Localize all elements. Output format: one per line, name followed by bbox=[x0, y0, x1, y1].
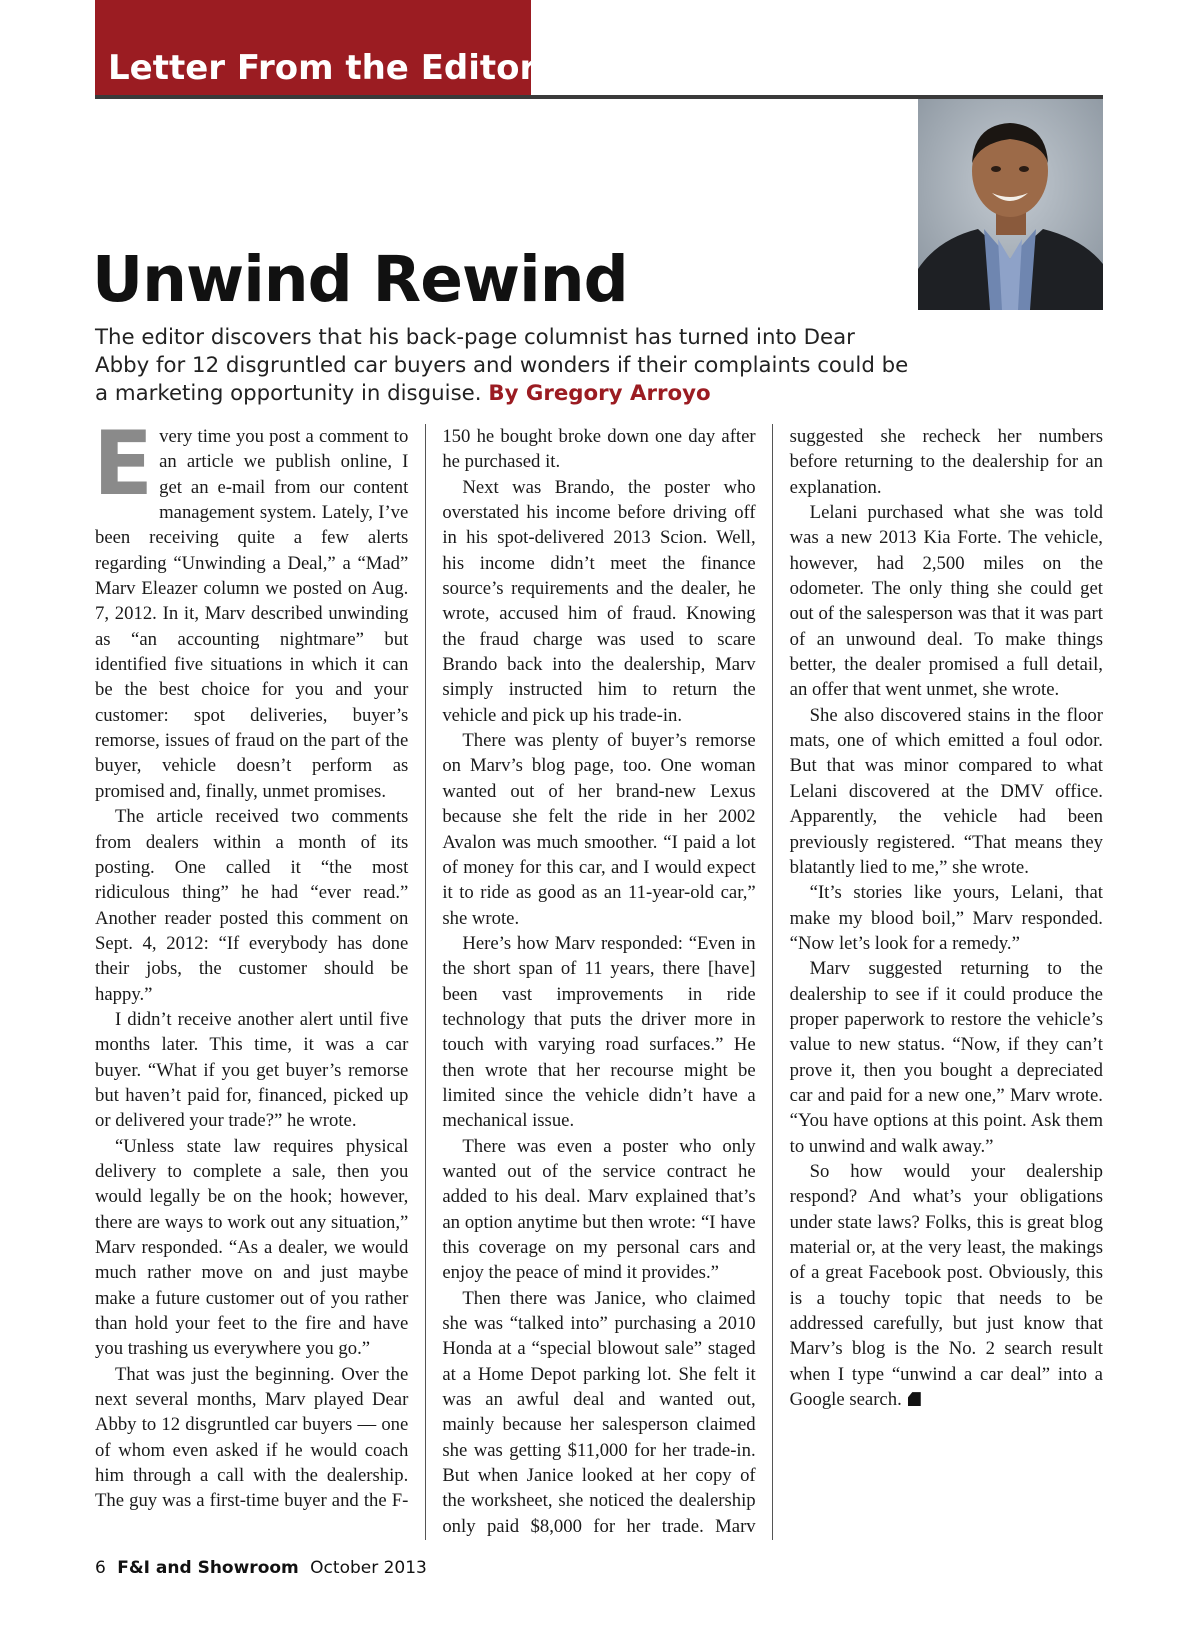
article-paragraph: The article received two comments from dealers within a month of its posting. One called it “the most ridiculous thing” he had “ever read.” Another reader posted this comment on Sept. 4, 2012: “If everybody has done their jobs, the customer should be happy.” bbox=[95, 806, 409, 1005]
article-title: Unwind Rewind bbox=[92, 243, 628, 316]
page-footer bbox=[95, 1558, 427, 1578]
article-paragraph: Here’s how Marv responded: “Even in the short span of 11 years, there [have] been vast improvements in ride technology that puts the driver more in touch with varying road surfaces.” He then wrote that her recourse might be limited since the vehicle didn’t have a mechanical issue. bbox=[442, 932, 756, 1132]
issue-date: October 2013 bbox=[310, 1558, 427, 1578]
drop-cap: E bbox=[93, 412, 154, 515]
article-paragraph bbox=[790, 1159, 1103, 1412]
article-deck bbox=[95, 324, 915, 408]
end-of-article-icon bbox=[908, 1392, 921, 1406]
article-paragraph: “It’s stories like yours, Lelani, that make my blood boil,” Marv responded. “Now let’s look for a remedy.” bbox=[789, 882, 1103, 954]
article-paragraph: Then there was Janice, who claimed she was “talked into” purchasing a 2010 Honda at a “special blowout sale” staged at a Home Depot parking lot. She felt it was an awful deal and wanted out, mainly because her salesperson claimed she was getting $11,000 for her trade-in. But when Janice looked at her copy of the worksheet, she noticed the dealership only paid $8,000 for her trade. Marv suggested she recheck her numbers before returning to the dealership for an explanation. bbox=[442, 426, 1103, 1537]
article-paragraph: Marv suggested returning to the dealership to see if it could produce the proper paperwork to restore the vehicle’s value to new status. “Now, if they can’t prove it, then you bought a depreciated car and paid for a new one,” Marv wrote. “You have options at this point. Ask them to unwind and walk away.” bbox=[789, 958, 1103, 1157]
article-body bbox=[93, 412, 1103, 1540]
byline: By Gregory Arroyo bbox=[488, 381, 711, 406]
article-paragraph bbox=[93, 412, 409, 804]
article-paragraph: Lelani purchased what she was told was a new 2013 Kia Forte. The vehicle, however, had 2,500 miles on the odometer. The only thing she could get out of the salesperson was that it was part of an unwound deal. To make things better, the dealer promised a full detail, an offer that went unmet, she wrote. bbox=[789, 502, 1103, 701]
article-paragraph: “Unless state law requires physical delivery to complete a sale, then you would legally be on the hook; however, there are ways to work out any situation,” Marv responded. “As a dealer, we would much rather move on and just maybe make a future customer out of you rather than hold your feet to the fire and have you trashing us everywhere you go.” bbox=[95, 1135, 409, 1360]
article-paragraph: There was plenty of buyer’s remorse on Marv’s blog page, too. One woman wanted out of her brand-new Lexus because she felt the ride in her 2002 Avalon was much smoother. “I paid a lot of money for this car, and I would expect it to ride as good as an 11-year-old car,” she wrote. bbox=[442, 730, 756, 929]
article-paragraph: She also discovered stains in the floor mats, one of which emitted a foul odor. But that was minor compared to what Lelani discovered at the DMV office. Apparently, the vehicle had been previously registered. “That means they blatantly lied to me,” she wrote. bbox=[789, 704, 1103, 878]
magazine-name: F&I and Showroom bbox=[117, 1558, 299, 1578]
deck-text: The editor discovers that his back-page columnist has turned into Dear Abby for 12 disgruntled car buyers and wonders if their complaints could be a marketing opportunity in disguise. bbox=[95, 325, 909, 406]
page-number: 6 bbox=[95, 1558, 106, 1578]
article-paragraph: That was just the beginning. Over the next several months, Marv played Dear Abby to 12 disgruntled car buyers — one of whom even asked if he would coach him through a call with the dealership. The guy was a first-time buyer and the F-150 he bought broke down one day after he purchased it. bbox=[95, 426, 756, 1512]
article-paragraph: Next was Brando, the poster who overstated his income before driving off in his spot-delivered 2013 Scion. Well, his income didn’t meet the finance source’s requirements and the dealer, he wrote, accused him of fraud. Knowing the fraud charge was used to scare Brando back into the dealership, Marv simply instructed him to return the vehicle and pick up his trade-in. bbox=[442, 476, 756, 726]
paragraph-text: So how would your dealership respond? And what’s your obligations under state laws? Folks, this is great blog material or, at the very least, the makings of a great Facebook post. Obviously, this is a touchy topic that needs to be addressed carefully, but just know that Marv’s blog is the No. 2 search result when I type “unwind a car deal” into a Google search. bbox=[789, 1160, 1103, 1411]
author-photo bbox=[918, 99, 1103, 310]
section-label: Letter From the Editor bbox=[95, 0, 531, 95]
article-paragraph: I didn’t receive another alert until five months later. This time, it was a car buyer. “What if you get buyer’s remorse but haven’t paid for, financed, picked up or delivered your trade?” he wrote. bbox=[95, 1008, 409, 1132]
paragraph-text: very time you post a comment to an article we publish online, I get an e-mail from our content management system. Lately, I’ve been receiving quite a few alerts regarding “Unwinding a Deal,” a “Mad” Marv Eleazer column we posted on Aug. 7, 2012. In it, Marv described unwinding as “an accounting nightmare” but identified five situations in which it can be the best choice for you and your customer: spot deliveries, buyer’s remorse, issues of fraud on the part of the buyer, vehicle doesn’t perform as promised and, finally, unmet promises. bbox=[95, 426, 409, 802]
article-paragraph: There was even a poster who only wanted out of the service contract he added to his deal. Marv explained that’s an option anytime but then wrote: “I have this coverage on my personal cars and enjoy the peace of mind it provides.” bbox=[442, 1135, 756, 1284]
